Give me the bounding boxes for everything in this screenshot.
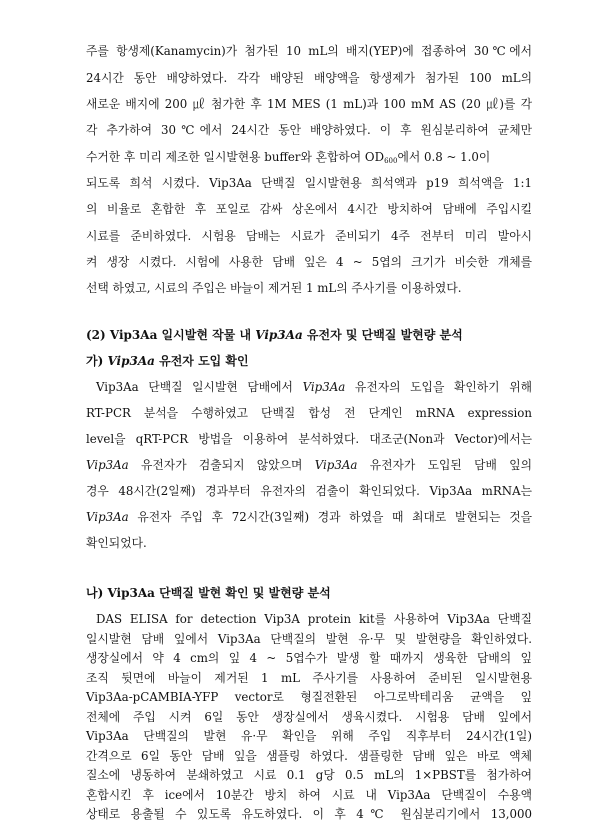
paragraph-line	[96, 379, 532, 396]
text: 유전자가 도입된 담배 잎의	[357, 458, 533, 472]
od-subscript: 600	[384, 157, 398, 165]
text: 유전자 주입 후 72시간(3일째) 경과 하였을 때 최대로 발현되는 것을	[128, 510, 532, 524]
text: 유전자가 검출되지 않았으며	[128, 458, 315, 472]
paragraph-line: DAS ELISA for detection Vip3A protein kit를 사용하여 Vip3Aa 단백질	[96, 612, 532, 626]
text: Vip3Aa 단백질 일시발현 담배에서	[96, 380, 303, 394]
heading-text: 유전자 도입 확인	[154, 354, 249, 368]
paragraph-line: 확인되었다.	[86, 536, 147, 550]
paragraph-line: 조직 뒷면에 바늘이 제거된 1 mL 주사기를 사용하여 준비된 일시발현용	[86, 671, 532, 685]
gene-italic: Vip3Aa	[86, 458, 129, 472]
gene-italic: Vip3Aa	[86, 510, 129, 524]
heading-text: 유전자 및 단백질 발현량 분석	[302, 328, 463, 342]
paragraph-line: 전체에 주입 시켜 6일 동안 생장실에서 생육시켰다. 시험용 담배 잎에서	[86, 710, 532, 724]
paragraph-line: 주를 항생제(Kanamycin)가 첨가된 10 mL의 배지(YEP)에 접종하여 30℃에서	[86, 44, 532, 58]
paragraph-line: 시료를 준비하였다. 시험용 담배는 시료가 준비되기 4주 전부터 미리 발아시	[86, 229, 532, 243]
paragraph-text: 에서 0.8 ~ 1.0이	[397, 150, 491, 164]
paragraph-line: 질소에 냉동하여 분쇄하였고 시료 0.1 g당 0.5 mL의 1×PBST를 첨가하여	[86, 768, 532, 782]
paragraph-line: 각 추가하여 30℃에서 24시간 동안 배양하였다. 이 후 원심분리하여 균체만	[86, 123, 532, 137]
subsection-heading	[86, 353, 249, 370]
paragraph-line	[86, 457, 532, 474]
heading-text: 가)	[86, 354, 108, 368]
heading-gene: Vip3Aa	[107, 354, 155, 368]
paragraph-line: 되도록 희석 시켰다. Vip3Aa 단백질 일시발현용 희석액과 p19 희석액을 1:1	[86, 176, 532, 190]
paragraph-line: 선택 하였고, 시료의 주입은 바늘이 제거된 1 mL의 주사기를 이용하였다.	[86, 281, 462, 295]
paragraph-line: 새로운 배지에 200 ㎕ 첨가한 후 1M MES (1 mL)과 100 mM AS (20 ㎕)를 각	[86, 97, 532, 111]
paragraph-text: 수거한 후 미리 제조한 일시발현용 buffer와 혼합하여 OD	[86, 150, 385, 164]
paragraph-line-od	[86, 149, 532, 166]
paragraph-line: 의 비율로 혼합한 후 포일로 감싸 상온에서 4시간 방치하여 담배에 주입시킬	[86, 202, 532, 216]
heading-gene: Vip3Aa	[255, 328, 303, 342]
text: 유전자의 도입을 확인하기 위해	[345, 380, 532, 394]
paragraph-line: 상태로 용출될 수 있도록 유도하였다. 이 후 4℃ 원심분리기에서 13,000	[86, 807, 532, 821]
paragraph-line: Vip3Aa 단백질의 발현 유·무 확인을 위해 주입 직후부터 24시간(1일)	[86, 729, 532, 743]
gene-italic: Vip3Aa	[314, 458, 358, 472]
paragraph-line: level을 qRT-PCR 방법을 이용하여 분석하였다. 대조군(Non과 Vector)에서는	[86, 432, 532, 446]
paragraph-line: 생장실에서 약 4 cm의 잎 4 ~ 5엽수가 발생 할 때까지 생육한 담배의 잎	[86, 651, 532, 665]
paragraph-line: 24시간 동안 배양하였다. 각각 배양된 배양액을 항생제가 첨가된 100 mL의	[86, 71, 532, 85]
section-heading	[86, 327, 463, 344]
gene-italic: Vip3Aa	[302, 380, 346, 394]
subsection-heading: 나) Vip3Aa 단백질 발현 확인 및 발현량 분석	[86, 586, 331, 600]
paragraph-line: RT-PCR 분석을 수행하였고 단백질 합성 전 단계인 mRNA expression	[86, 406, 532, 420]
heading-text: (2) Vip3Aa 일시발현 작물 내	[86, 328, 256, 342]
paragraph-line: 혼합시킨 후 ice에서 10분간 방치 하여 시료 내 Vip3Aa 단백질이 수용액	[86, 788, 532, 802]
paragraph-line: 켜 생장 시켰다. 시험에 사용한 담배 잎은 4 ~ 5엽의 크기가 비슷한 개체를	[86, 255, 532, 269]
paragraph-line	[86, 509, 532, 526]
paragraph-line: Vip3Aa-pCAMBIA-YFP vector로 형질전환된 아그로박테리움 균액을 잎	[86, 690, 532, 704]
paragraph-line: 경우 48시간(2일째) 경과부터 유전자의 검출이 확인되었다. Vip3Aa mRNA는	[86, 484, 532, 498]
paragraph-line: 간격으로 6일 동안 담배 잎을 샘플링 하였다. 샘플링한 담배 잎은 바로 액체	[86, 749, 532, 763]
paragraph-line: 일시발현 담배 잎에서 Vip3Aa 단백질의 발현 유·무 및 발현량을 확인하였다.	[86, 632, 532, 646]
